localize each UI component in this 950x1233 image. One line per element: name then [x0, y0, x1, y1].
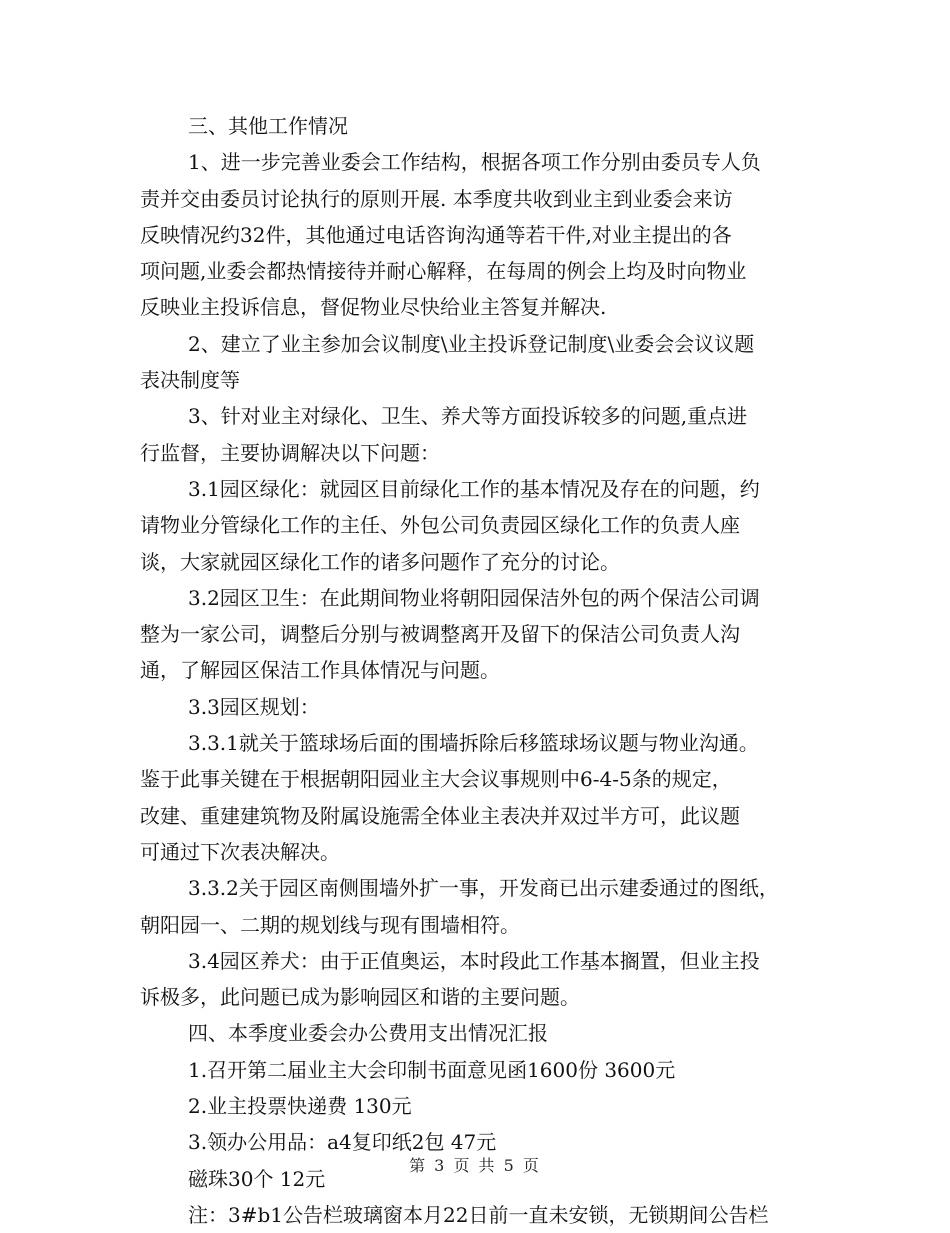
text-line: 反映业主投诉信息，督促物业尽快给业主答复并解决.: [140, 295, 607, 320]
page-number-footer: 第 3 页 共 5 页: [409, 1156, 541, 1175]
text-line: 改建、重建建筑物及附属设施需全体业主表决并双过半方可，此议题: [140, 803, 740, 828]
text-line: 请物业分管绿化工作的主任、外包公司负责园区绿化工作的负责人座: [140, 513, 740, 538]
text-line: 3.2园区卫生：在此期间物业将朝阳园保洁外包的两个保洁公司调: [188, 585, 760, 610]
text-line: 三、其他工作情况: [188, 114, 348, 138]
text-line: 3.3.2关于园区南侧围墙外扩一事，开发商已出示建委通过的图纸，: [188, 876, 779, 901]
text-line: 3.1园区绿化：就园区目前绿化工作的基本情况及存在的问题，约: [188, 476, 760, 501]
text-line: 四、本季度业委会办公费用支出情况汇报: [188, 1021, 548, 1046]
text-line: 反映情况约32件，其他通过电话咨询沟通等若干件,对业主提出的各: [140, 222, 732, 247]
text-line: 3.领办公用品：a4复印纸2包 47元: [188, 1130, 497, 1155]
text-line: 通，了解园区保洁工作具体情况与问题。: [140, 658, 500, 683]
text-line: 朝阳园一、二期的规划线与现有围墙相符。: [140, 912, 520, 937]
text-line: 鉴于此事关键在于根据朝阳园业主大会议事规则中6-4-5条的规定，: [140, 767, 732, 792]
text-line: 3.3园区规划：: [188, 694, 320, 719]
text-line: 整为一家公司，调整后分别与被调整离开及留下的保洁公司负责人沟: [140, 622, 740, 647]
text-line: 行监督，主要协调解决以下问题：: [140, 440, 440, 465]
text-line: 3.4园区养犬：由于正值奥运，本时段此工作基本搁置，但业主投: [188, 948, 760, 973]
text-line: 可通过下次表决解决。: [140, 839, 340, 864]
text-line: 3、针对业主对绿化、卫生、养犬等方面投诉较多的问题,重点进: [188, 404, 748, 429]
text-line: 1.召开第二届业主大会印制书面意见函1600份 3600元: [188, 1057, 676, 1082]
text-line: 3.3.1就关于篮球场后面的围墙拆除后移篮球场议题与物业沟通。: [188, 731, 759, 756]
text-line: 诉极多，此问题已成为影响园区和谐的主要问题。: [140, 985, 580, 1010]
text-line: 磁珠30个 12元: [188, 1166, 326, 1191]
text-line: 2、建立了业主参加会议制度\业主投诉登记制度\业委会会议议题: [188, 331, 755, 356]
document-body: [140, 108, 840, 1233]
text-line: 责并交由委员讨论执行的原则开展. 本季度共收到业主到业委会来访: [140, 186, 733, 211]
text-line: 项问题,业委会都热情接待并耐心解释，在每周的例会上均及时向物业: [140, 259, 747, 284]
text-line: 2.业主投票快递费 130元: [188, 1094, 412, 1119]
text-line: 1、进一步完善业委会工作结构，根据各项工作分别由委员专人负: [188, 150, 761, 175]
text-line: 注：3#b1公告栏玻璃窗本月22日前一直未安锁，无锁期间公告栏: [188, 1202, 769, 1227]
text-line: 表决制度等: [140, 368, 240, 393]
text-line: 谈，大家就园区绿化工作的诸多问题作了充分的讨论。: [140, 549, 620, 574]
